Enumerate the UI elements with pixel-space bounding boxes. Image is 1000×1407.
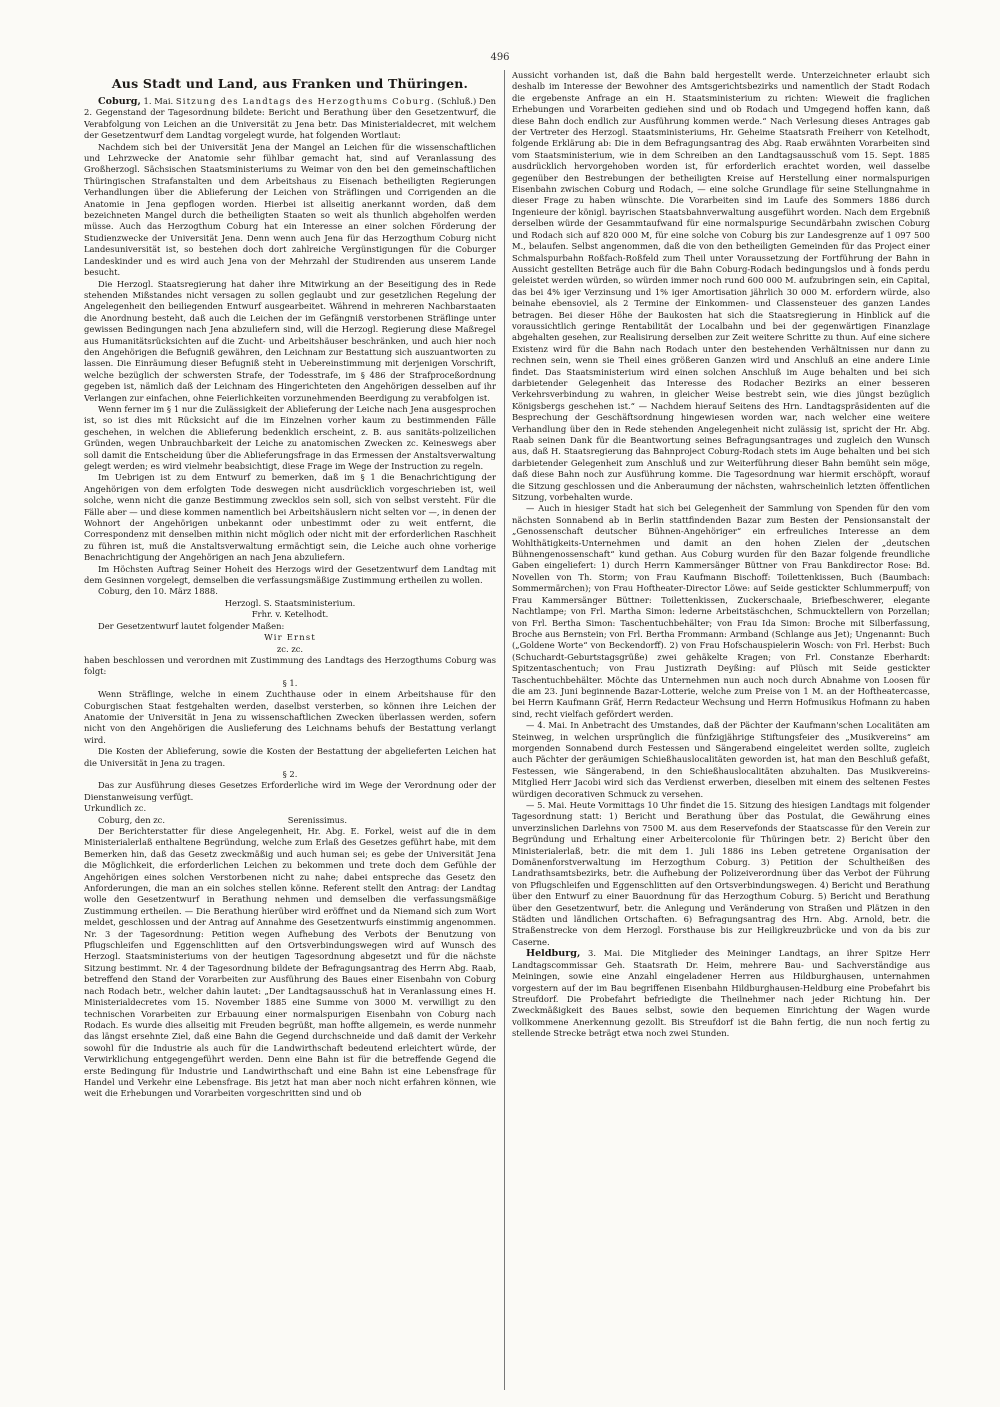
date-line: Coburg, den 10. März 1888. [98,586,218,597]
paragraph: Die Herzogl. Staatsregierung hat daher ihre Mitwirkung an der Beseitigung des in Rede stehenden Mißstandes nicht versagen zu sollen geglaubt und zur gesetzlichen Regelung der Angelegenheit den beiliegenden Entwurf ausgearbeitet. Während in mehreren Nachbarstaaten die Anordnung besteht, daß auch die Leichen der im Gefängniß verstorbenen Sträflinge unter gewissen Bedingungen nach Jena abzuliefern sind, will die Herzogl. Regierung diese Maßregel aus Humanitätsrücksichten auf die Zucht- und Arbeitshäuser beschränken, und auch hier noch den Angehörigen die Befugniß gewähren, den Leichnam zur Bestattung sich auszuantworten zu lassen. Die Einräumung dieser Befugniß steht in Uebereinstimmung mit derjenigen Vorschrift, welche bezüglich der schwersten Strafe, der Todesstrafe, im § 486 der Strafproceßordnung gegeben ist, nämlich daß der Leichnam des Hingerichteten den Angehörigen desselben auf ihr Verlangen zur einfachen, ohne Feierlichkeiten vorzunehmenden Beerdigung zu verabfolgen ist. [84,278,496,403]
heldburg-report [512,948,930,1039]
paragraph: — Auch in hiesiger Stadt hat sich bei Gelegenheit der Sammlung von Spenden für den vom nächsten Sonnabend ab in Berlin stattfindenden Bazar zum Besten der Pensionsanstalt der „Genossenschaft deutscher Bühnen-Angehöriger“ ein erfreuliches Interesse an dem Wohlthätigkeits-Unternehmen und damit an den hohen Zielen der „deutschen Bühnengenossenschaft“ kund gethan. Aus Coburg wurden für den Bazar folgende freundliche Gaben eingeliefert: 1) durch Herrn Kammersänger Büttner von Frau Bankdirector Rose: Bd. Novellen von Th. Storm; von Frau Kaufmann Bischoff: Toilettenkissen, Buch (Baumbach: Sommermärchen); von Frau Hoftheater-Director Löwe: auf Seide gestickter Schlummerpuff; von Frau Kammersänger Büttner: Toilettenkissen, Zuckerschaale, Briefbeschwerer, elegante Nachtlampe; von Frl. Martha Simon: lederne Arbeitstäschchen, Schmucktellern von Porzellan; von Frl. Bertha Simon: Taschentuchbehälter; von Frau Ida Simon: Broche mit Silberfassung, Broche aus Bernstein; von Frl. Bertha Frommann: Armband (Schlange aus Jet); Ungenannt: Buch („Goldene Worte“ von Beckendorff). 2) von Frau Hofschauspielerin Wosch: von Frl. Herbst: Buch (Schuchardt-Geburtstagsgrüße) zwei gehäkelte Kragen; von Frl. Constanze Eberhardt: Spitzentaschentuch; von Frau Justizrath Deyßing: auf Plüsch mit Seide gestickter Taschentuchbehälter. Möchte das Unternehmen nun auch noch durch Abnahme von Loosen für die am 23. Juni beginnende Bazar-Lotterie, welche zum Preise von 1 M. an der Hoftheatercasse, bei Herrn Kaufmann Gräf, Herrn Redacteur Wechsung und Herrn Hofmusikus Hofmann zu haben sind, recht vielfach gefördert werden. [512,503,930,719]
left-column [84,74,496,1394]
report-heading: Sitzung des Landtags des Herzogthums Coburg. [175,96,435,106]
right-column [512,70,930,1390]
paragraph: Aussicht vorhanden ist, daß die Bahn bald hergestellt werde. Unterzeichneter erlaubt sich deshalb im Interesse der Bewohner des Amtsgerichtsbezirks und namentlich der Stadt Rodach die ergebenste Anfrage an ein H. Staatsministerium zu richten: Wieweit die fraglichen Erhebungen und Vorarbeiten gediehen sind und ob Rodach und Umgegend hoffen kann, daß diese Bahn doch endlich zur Ausführung kommen werde.“ Nach Verlesung dieses Antrages gab der Vertreter des Herzogl. Staatsministeriums, Hr. Geheime Staatsrath Freiherr von Ketelhodt, folgende Erklärung ab: Die in dem Befragungsantrag des Abg. Raab erwähnten Vorarbeiten sind vom Staatsministerium, wie in dem Schreiben an den Landtagsausschuß vom 15. Sept. 1885 ausdrücklich hervorgehoben worden ist, für erforderlich erachtet worden, weil dasselbe gegenüber den Bestrebungen der betheiligten Kreise auf Herstellung einer normalspurigen Eisenbahn zwischen Coburg und Rodach, — eine solche Grundlage für seine Stellungnahme in dieser Frage zu haben wünschte. Die Vorarbeiten sind im Laufe des Sommers 1886 durch Ingenieure der königl. bayrischen Staatsbahnverwaltung ausgeführt worden. Nach dem Ergebniß derselben würde der Gesammtaufwand für eine normalspurige Secundärbahn zwischen Coburg und Rodach sich auf 820 000 M, für eine solche von Coburg bis zur Landesgrenze auf 1 097 500 M., belaufen. Selbst angenommen, daß die von den betheiligten Gemeinden für das Project einer Schmalspurbahn Roßfach-Roßfeld zum Theil unter Voraussetzung der Fortführung der Bahn in Aussicht gestellten Beträge auch für die Bahn Coburg-Rodach bedingungslos und à fonds perdu geleistet werden würden, so würden immer noch rund 600 000 M. aufzubringen sein, ein Capital, das bei 4% iger Verzinsung und 1% iger Amortisation jährlich 30 000 M. erfordern würde, also beinahe ebensoviel, als 2 Termine der Einkommen- und Classensteuer des ganzen Landes betragen. Bei dieser Höhe der Baukosten hat sich die Staatsregierung in Hinblick auf die voraussichtlich geringe Rentabilität der Localbahn und bei der gegenwärtigen Finanzlage abgehalten gesehen, zur Realisirung derselben zur Zeit weitere Schritte zu thun. Auf eine sichere Existenz wird für die Bahn nach Rodach unter den bestehenden Verhältnissen nur dann zu rechnen sein, wenn sie Theil eines größeren Ganzen wird und Anschluß an eine andere Linie findet. Das Staatsministerium wird einen solchen Anschluß im Auge behalten und bei sich darbietender Gelegenheit das Interesse des Rodacher Bezirks an einer besseren Verkehrsverbindung zu wahren, in gleicher Weise bestrebt sein, wie dies jüngst bezüglich Königsbergs geschehen ist.“ — Nachdem hierauf Seitens des Hrn. Landtagspräsidenten auf die Besprechung der Geschäftsordnung hingewiesen worden war, nach welcher eine weitere Verhandlung über den in Rede stehenden Angelegenheit nicht zulässig ist, spricht der Hr. Abg. Raab seinen Dank für die Beantwortung seines Befragungsantrages und zugleich den Wunsch aus, daß H. Staatsregierung das Bahnproject Coburg-Rodach stets im Auge behalten und bei sich darbietender Gelegenheit zum Anschluß und zur Weiterführung dieser Bahn bemüht sein möge, daß diese Bahn noch zur Ausführung komme. Die Tagesordnung war hiermit erschöpft, worauf die Sitzung geschlossen und die Anberaumung der nächsten, wahrscheinlich letzten öffentlichen Sitzung, vorbehalten wurde. [512,70,930,503]
enacting-clause: haben beschlossen und verordnen mit Zustimmung des Landtags des Herzogthums Coburg was folgt: [84,654,496,677]
section-2-label: § 2. [282,768,298,779]
etc-line: zc. zc. [276,643,304,654]
section-1-text: Wenn Sträflinge, welche in einem Zuchthause oder in einem Arbeitshause für den Coburgischen Staat festgehalten werden, daselbst versterben, so können ihre Leichen der Anatomie der Universität in Jena zu wissenschaftlichen Zwecken überlassen werden, sofern nicht von den Angehörigen die Auslieferung des Leichnams behufs der Bestattung verlangt wird. [84,689,496,745]
paragraph: Wenn ferner im § 1 nur die Zulässigkeit der Ablieferung der Leiche nach Jena ausgesprochen ist, so ist dies mit Rücksicht auf die im Einzelnen vorher kaum zu bestimmenden Fälle geschehen, in welchen die Ablieferung bedenklich erscheint, z. B. aus sanitäts-polizeilichen Gründen, wegen Unbrauchbarkeit der Leiche zu anatomischen Zwecken zc. Keineswegs aber soll damit die Entscheidung über die Ablieferungsfrage in das Ermessen der Anstaltsverwaltung gelegt werden; es wird vielmehr beabsichtigt, diese Frage im Wege der Instruction zu regeln. [84,403,496,471]
place-name-heldburg: Heldburg, [526,948,581,960]
section-title: Aus Stadt und Land, aus Franken und Thüringen. [111,76,469,91]
paragraph: Im Höchsten Auftrag Seiner Hoheit des Herzogs wird der Gesetzentwurf dem Landtag mit dem Gesinnen vorgelegt, demselben die verfassungsmäßige Zustimmung ertheilen zu wollen. [84,563,496,586]
ministry-name: Herzogl. S. Staatsministerium. [224,597,356,608]
page-number: 496 [490,52,510,63]
section-2-text: Das zur Ausführung dieses Gesetzes Erforderliche wird im Wege der Verordnung oder der Dienstanweisung verfügt. [84,780,496,802]
committee-report: Der Berichterstatter für diese Angelegenheit, Hr. Abg. E. Forkel, weist auf die in dem Ministerialerlaß enthaltene Begründung, welche zum Erlaß des Gesetzes geführt habe, mit dem Bemerken hin, daß das Gesetz zweckmäßig und auch human sei; es gebe der Universität Jena die Möglichkeit, die erforderlichen Leichen zu bekommen und trete doch dem Gefühle der Angehörigen eines solchen Verstorbenen nicht zu nahe; dabei entspreche das Gesetz den Anforderungen, die man an ein solches stellen könne. Referent stellt den Antrag: der Landtag wolle den Gesetzentwurf in Berathung nehmen und demselben die verfassungsmäßige Zustimmung ertheilen. — Die Berathung hierüber wird eröffnet und da Niemand sich zum Wort meldet, geschlossen und der Antrag auf Annahme des Gesetzentwurfs einstimmig angenommen. Nr. 3 der Tagesordnung: Petition wegen Aufhebung des Verbots der Benutzung von Pflugschleifen und Eggenschlitten auf den Ortsverbindungswegen wird auf Wunsch des Herzogl. Staatsministeriums von der heutigen Tagesordnung abgesetzt und für die nächste Sitzung bestimmt. Nr. 4 der Tagesordnung bildete der Befragungsantrag des Herrn Abg. Raab, betreffend den Stand der Vorarbeiten zur Ausführung des Baues einer Eisenbahn von Coburg nach Rodach betr., welcher dahin lautet: „Der Landtagsausschuß hat in Veranlassung eines H. Ministerialdecretes vom 15. November 1885 eine Summe von 3000 M. verwilligt zu den technischen Vorarbeiten zur Erbauung einer normalspurigen Eisenbahn von Coburg nach Rodach. Es wurde dies allseitig mit Freuden begrüßt, man hoffte allgemein, es werde nunmehr das längst ersehnte Ziel, daß eine Bahn die Gegend durchschneide und daß damit der Verkehr sowohl für die Industrie als auch für die Landwirthschaft bedeutend erleichtert würde, der Verwirklichung entgegengeführt werden. Denn eine Bahn ist für die betreffende Gegend die erste Bedingung für Industrie und Landwirthschaft und eine Bahn ist eine Lebensfrage für Handel und Verkehr eine Lebensfrage. Bis jetzt hat man aber noch nicht erfahren können, wie weit die Erhebungen und Vorarbeiten vorgeschritten sind und ob [84,826,496,1099]
closing-line [84,815,496,826]
paragraph: (Schluß.) Den 2. Gegenstand der Tagesordnung bildete: Bericht und Berathung über den Gesetzentwurf, die Verabfolgung von Leichen an die Universität zu Jena betr. Das Ministerialdecret, mit welchem der Gesetzentwurf dem Landtag vorgelegt wurde, hat folgenden Wortlaut: [84,96,496,141]
coburg-report-intro [84,96,496,142]
column-divider [504,70,505,1390]
section-1-label: § 1. [282,677,298,688]
wir-ernst: Wir Ernst [264,632,316,643]
section-1-costs: Die Kosten der Ablieferung, sowie die Kosten der Bestattung der abgelieferten Leichen hat die Universität in Jena zu tragen. [84,746,496,768]
paragraph: — 4. Mai. In Anbetracht des Umstandes, daß der Pächter der Kaufmann'schen Localitäten am Steinweg, in welchen ursprünglich die fünfzigjährige Stiftungsfeier des „Musikvereins“ am morgenden Sonnabend durch Festessen und Sängerabend eingeleitet werden sollte, zugleich auch Pächter der geräumigen Schießhauslocalitäten geworden ist, hat man den Beschluß gefaßt, Festessen, wie Sängerabend, in den Schießhauslocalitäten abzuhalten. Das Musikvereins-Mitglied Herr Jacobi wird sich das Verdienst erwerben, dieselben mit einem des seltenen Festes würdigen decorativen Schmuck zu versehen. [512,720,930,799]
paragraph: Nachdem sich bei der Universität Jena der Mangel an Leichen für die wissenschaftlichen und Lehrzwecke der Anatomie sehr fühlbar gemacht hat, sind auf Veranlassung des Großherzogl. Sächsischen Staatsministeriums zu Weimar von den bei den gemeinschaftlichen Thüringischen Strafanstalten und dem Arbeitshaus zu Eisenach betheiligten Regierungen Verhandlungen über die Ablieferung der Leichen von Sträflingen und Corrigenden an die Anatomie in Jena gepflogen worden. Hierbei ist allseitig anerkannt worden, daß dem bezeichneten Mangel durch die betheiligten Staaten so weit als thunlich abgeholfen werden müsse. Auch das Herzogthum Coburg hat ein Interesse an einer solchen Förderung der Studienzwecke der Universität Jena. Denn wenn auch Jena für das Herzogthum Coburg nicht Landesuniversität ist, so bestehen doch dort zahlreiche Vergünstigungen für die Coburger Landeskinder und es wird auch Jena von der Mehrzahl der Studirenden aus unserem Lande besucht. [84,141,496,278]
report-date: 1. Mai. [143,96,174,106]
urkundlich: Urkundlich zc. [84,803,147,814]
signer-name: Frhr. v. Ketelhodt. [251,609,329,620]
paragraph: — 5. Mai. Heute Vormittags 10 Uhr findet die 15. Sitzung des hiesigen Landtags mit folgender Tagesordnung statt: 1) Bericht und Berathung über das Postulat, die Gewährung eines unverzinslichen Darlehns von 7500 M. aus dem Reservefonds der Staatscasse für den Verein zur Begründung und Erhaltung einer Arbeitercolonie für Thüringen betr. 2) Bericht über den Ministerialerlaß, betr. die mit dem 1. Juli 1886 ins Leben getretene Organisation der Domänenforstverwaltung im Herzogthum Coburg. 3) Petition der Schultheißen des Landrathsamtsbezirks, betr. die Aufhebung der Polizeiverordnung über das Verbot der Führung von Pflugschleifen und Eggenschlitten auf den Ortsverbindungswegen. 4) Bericht und Berathung über den Entwurf zu einer Bauordnung für das Herzogthum Coburg. 5) Bericht und Berathung über den Gesetzentwurf, betr. die Anlegung und Veränderung von Straßen und Plätzen in den Städten und ländlichen Ortschaften. 6) Befragungsantrag des Hrn. Abg. Arnold, betr. die Straßenstrecke von dem Herzogl. Forsthause bis zur Heiligkreuzbrücke und von da bis zur Caserne. [512,800,930,947]
serenissimus: Serenissimus. [287,814,348,825]
paragraph: Im Uebrigen ist zu dem Entwurf zu bemerken, daß im § 1 die Benachrichtigung der Angehörigen von dem erfolgten Tode deswegen nicht ausdrücklich vorgeschrieben ist, weil solche, wenn nicht die ganze Bestimmung zwecklos sein soll, sich von selbst versteht. Für die Fälle aber — und diese kommen namentlich bei Arbeitshäuslern nicht selten vor —, in denen der Wohnort der Angehörigen unbekannt oder unbestimmt oder zu weit entfernt, die Correspondenz mit denselben mithin nicht möglich oder nicht mit der erforderlichen Raschheit zu führen ist, muß die Anstaltsverwaltung ermächtigt sein, die Leiche auch ohne vorherige Benachrichtigung der Angehörigen an nach Jena abzuliefern. [84,472,496,563]
place-name-coburg: Coburg, [98,96,141,107]
coburg-den: Coburg, den zc. [98,814,166,825]
law-intro: Der Gesetzentwurf lautet folgender Maßen: [98,620,285,631]
paragraph: 3. Mai. Die Mitglieder des Meininger Landtags, an ihrer Spitze Herr Landtagscommissar Geh. Staatsrath Dr. Heim, mehrere Bau- und Sachverständige aus Meiningen, sowie eine Anzahl eingeladener Herren aus Hildburghausen, unternahmen vorgestern auf der im Bau begriffenen Eisenbahn Hildburghausen-Heldburg eine Probefahrt bis Streufdorf. Die Probefahrt befriedigte die Theilnehmer nach jeder Richtung hin. Der Zweckmäßigkeit des Baues selbst, sowie den bequemen Einrichtung der Wagen wurde vollkommene Anerkennung gezollt. Bis Streufdorf ist die Bahn fertig, die nun noch fertig zu stellende Strecke beträgt etwa noch zwei Stunden. [512,948,930,1039]
